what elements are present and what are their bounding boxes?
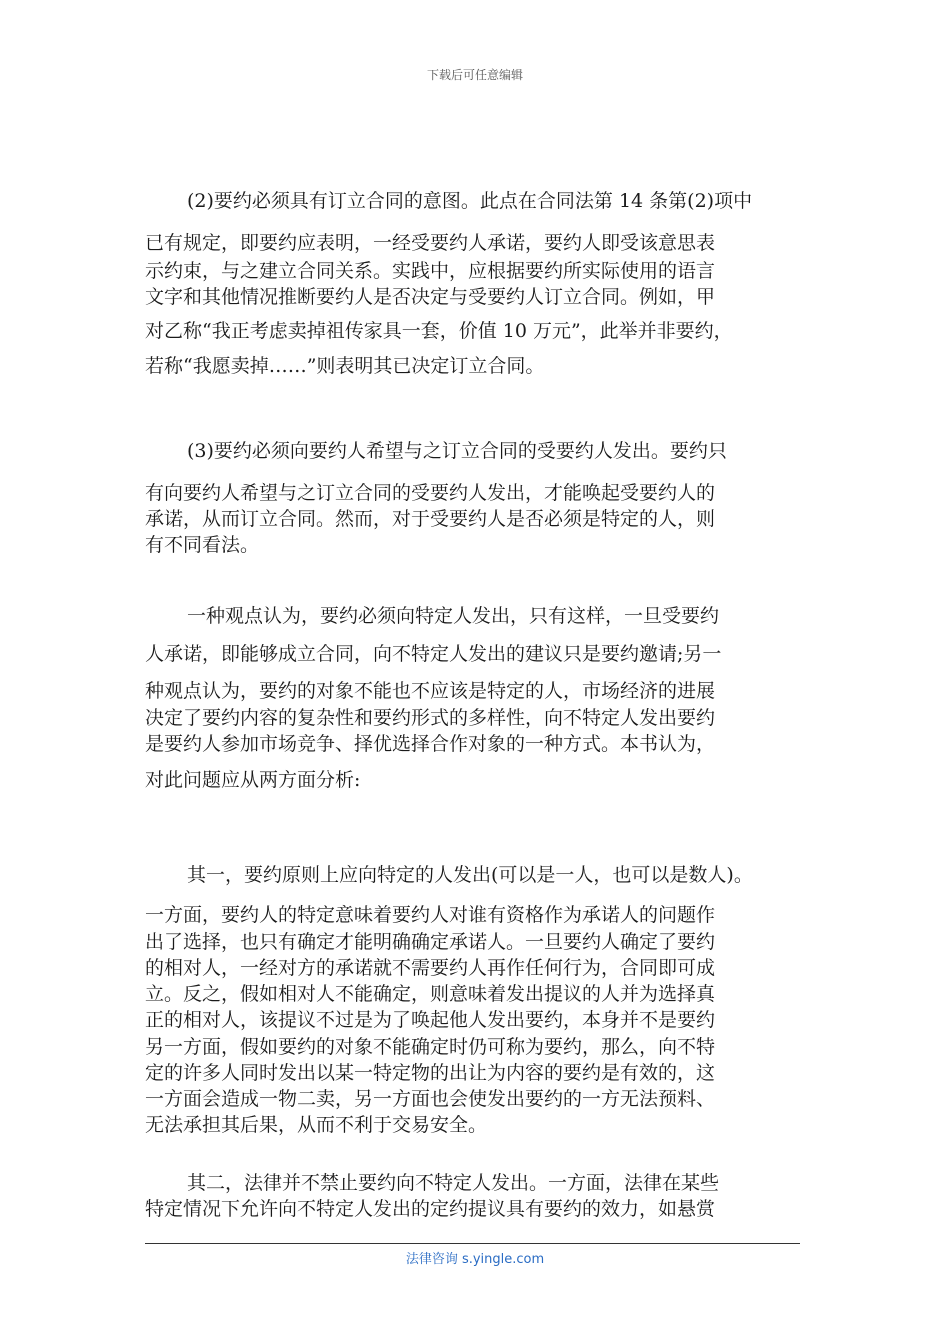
paragraph-offer-intent xyxy=(145,186,805,376)
text-line: 对此问题应从两方面分析: xyxy=(145,769,361,791)
text-line: 出了选择，也只有确定才能明确确定承诺人。一旦要约人确定了要约 xyxy=(145,931,716,953)
paragraph-offeree xyxy=(145,436,805,556)
text-line: 承诺，从而订立合同。然而，对于受要约人是否必须是特定的人，则 xyxy=(145,508,716,530)
text-line: 一方面，要约人的特定意味着要约人对谁有资格作为承诺人的问题作 xyxy=(145,904,716,926)
text-line: 人承诺，即能够成立合同，向不特定人发出的建议只是要约邀请;另一 xyxy=(145,643,722,665)
text-line: 无法承担其后果，从而不利于交易安全。 xyxy=(145,1114,488,1136)
text-line: (2)要约必须具有订立合同的意图。此点在合同法第 14 条第(2)项中 xyxy=(187,190,753,212)
paragraph-viewpoints xyxy=(145,601,805,801)
text-line: 正的相对人，该提议不过是为了唤起他人发出要约，本身并不是要约 xyxy=(145,1009,716,1031)
text-line: 特定情况下允许向不特定人发出的定约提议具有要约的效力，如悬赏 xyxy=(145,1198,716,1220)
text-line: 立。反之，假如相对人不能确定，则意味着发出提议的人并为选择真 xyxy=(145,983,716,1005)
paragraph-first-point xyxy=(145,860,805,1136)
text-line: 一方面会造成一物二卖，另一方面也会使发出要约的一方无法预料、 xyxy=(145,1088,716,1110)
paragraph-second-point xyxy=(145,1168,805,1228)
text-line: 的相对人，一经对方的承诺就不需要约人再作任何行为，合同即可成 xyxy=(145,957,716,979)
header-note: 下载后可任意编辑 xyxy=(426,68,523,82)
footer-divider xyxy=(145,1243,800,1244)
text-line: 其一，要约原则上应向特定的人发出(可以是一人，也可以是数人)。 xyxy=(187,864,753,886)
text-line: 定的许多人同时发出以某一特定物的出让为内容的要约是有效的，这 xyxy=(145,1062,716,1084)
text-line: 决定了要约内容的复杂性和要约形式的多样性，向不特定人发出要约 xyxy=(145,707,716,729)
text-line: (3)要约必须向要约人希望与之订立合同的受要约人发出。要约只 xyxy=(187,440,727,462)
text-line: 若称“我愿卖掉……”则表明其已决定订立合同。 xyxy=(145,355,545,377)
text-line: 另一方面，假如要约的对象不能确定时仍可称为要约，那么，向不特 xyxy=(145,1036,716,1058)
text-line: 示约束，与之建立合同关系。实践中，应根据要约所实际使用的语言 xyxy=(145,260,716,282)
text-line: 有向要约人希望与之订立合同的受要约人发出，才能唤起受要约人的 xyxy=(145,482,716,504)
text-line: 其二，法律并不禁止要约向不特定人发出。一方面，法律在某些 xyxy=(187,1172,720,1194)
text-line: 已有规定，即要约应表明，一经受要约人承诺，要约人即受该意思表 xyxy=(145,232,716,254)
text-line: 一种观点认为，要约必须向特定人发出，只有这样，一旦受要约 xyxy=(187,605,720,627)
text-line: 对乙称“我正考虑卖掉祖传家具一套，价值 10 万元”，此举并非要约， xyxy=(145,320,733,342)
text-line: 是要约人参加市场竞争、择优选择合作对象的一种方式。本书认为， xyxy=(145,733,716,755)
text-line: 文字和其他情况推断要约人是否决定与受要约人订立合同。例如，甲 xyxy=(145,286,716,308)
text-line: 有不同看法。 xyxy=(145,534,260,556)
text-line: 种观点认为，要约的对象不能也不应该是特定的人，市场经济的进展 xyxy=(145,680,716,702)
footer-link[interactable]: 法律咨询 s.yingle.com xyxy=(405,1252,545,1267)
